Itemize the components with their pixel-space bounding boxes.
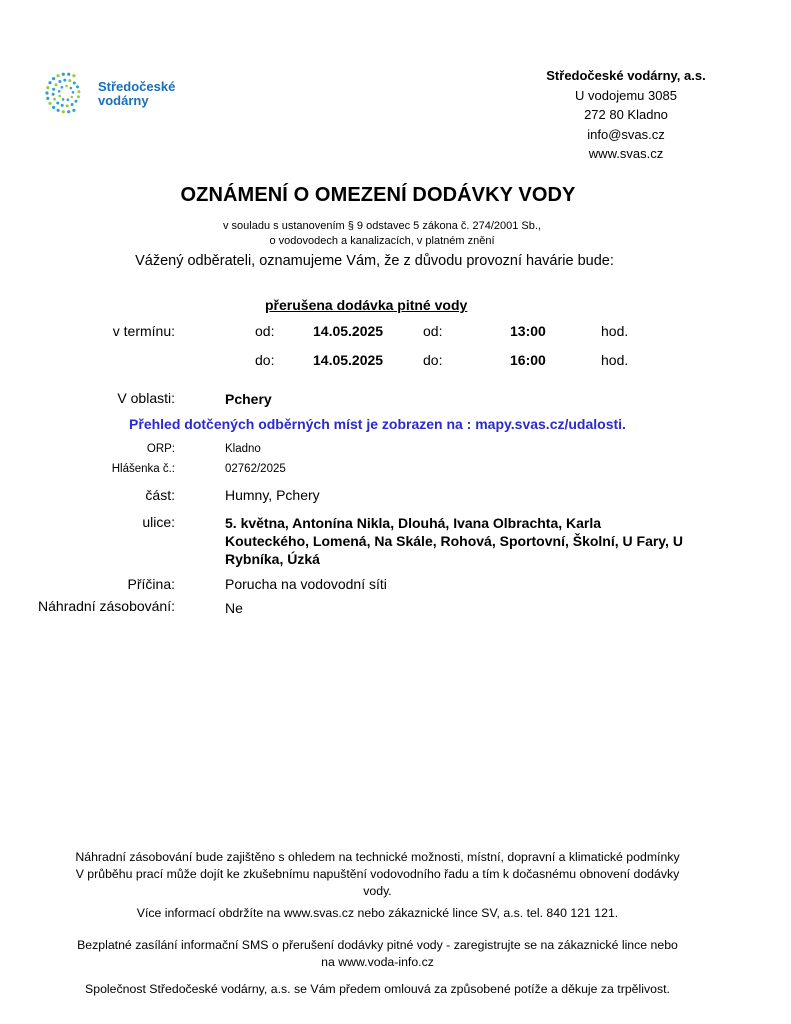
water-dots-logo-icon	[44, 70, 94, 116]
term-from-date: 14.05.2025	[313, 323, 384, 339]
footer-line: vody.	[363, 884, 392, 898]
footer-sms-note	[0, 937, 755, 971]
logo-dot	[48, 81, 51, 84]
cause-value: Porucha na vodovodní síti	[225, 576, 387, 592]
footer-apology: Společnost Středočeské vodárny, a.s. se Vám předem omlouvá za způsobené potíže a děkuje za trpělivost.	[85, 982, 670, 996]
footer-replacement-note	[0, 849, 755, 900]
logo-dot	[72, 109, 75, 112]
logo-dot	[46, 97, 49, 100]
logo-dot	[62, 73, 65, 76]
logo-dot	[66, 104, 69, 107]
page-title: OZNÁMENÍ O OMEZENÍ DODÁVKY VODY	[180, 184, 576, 206]
logo-dot	[52, 88, 55, 91]
logo-text-line2: vodárny	[98, 93, 149, 108]
logo-dot	[52, 77, 55, 80]
logo-dot	[63, 79, 66, 82]
logo-dot	[57, 109, 60, 112]
company-email[interactable]: info@svas.cz	[587, 126, 665, 142]
streets-label: ulice:	[142, 514, 175, 530]
company-city: 272 80 Kladno	[584, 107, 668, 122]
logo-dot	[67, 73, 70, 76]
part-label: část:	[145, 487, 175, 503]
logo-dot	[46, 86, 49, 89]
orp-value: Kladno	[225, 443, 261, 455]
replacement-label: Náhradní zásobování:	[38, 598, 175, 614]
term-to-time: 16:00	[510, 352, 546, 368]
law-reference	[0, 219, 764, 249]
logo-dot	[72, 91, 75, 94]
logo-dot	[62, 98, 65, 101]
footer-more-info: Více informací obdržíte na www.svas.cz nebo zákaznické lince SV, a.s. tel. 840 121 121.	[136, 906, 619, 920]
logo-dot	[77, 95, 80, 98]
logo-dot	[58, 95, 61, 98]
logo-dot	[67, 98, 70, 101]
intro-text: Vážený odběrateli, oznamujeme Vám, že z důvodu provozní havárie bude:	[135, 253, 614, 269]
logo-dot	[57, 74, 60, 77]
orp-label: ORP:	[146, 443, 175, 455]
law-line-2: o vodovodech a kanalizacích, v platném znění	[269, 235, 495, 247]
logo-dot	[65, 85, 68, 88]
logo-dot	[61, 104, 64, 107]
logo-dot	[77, 90, 80, 93]
footer-line: V průběhu prací může dojít ke zkušebnímu napuštění vodovodního řadu a tím k dočasnému obnovení dodávky	[75, 867, 680, 881]
area-value: Pchery	[225, 391, 272, 407]
logo-dot	[58, 90, 61, 93]
term-to-time-label: do:	[423, 352, 443, 368]
footer-line: Bezplatné zasílání informační SMS o přerušení dodávky pitné vody - zaregistrujte se na zákaznické lince nebo	[77, 938, 678, 952]
cause-label: Příčina:	[127, 576, 175, 592]
logo-dot	[58, 80, 61, 83]
logo-dot	[72, 74, 75, 77]
company-logo	[44, 70, 194, 116]
logo-dot	[52, 93, 55, 96]
logo-dot	[70, 87, 73, 90]
logo-text-line1: Středočeské	[98, 79, 176, 94]
logo-dot	[48, 102, 51, 105]
term-to-date-label: do:	[255, 352, 275, 368]
interruption-heading: přerušena dodávka pitné vody	[265, 297, 468, 313]
logo-dot	[75, 100, 78, 103]
term-to-unit: hod.	[601, 352, 629, 368]
company-street: U vodojemu 3085	[575, 87, 677, 103]
logo-dot	[45, 91, 48, 94]
streets-value: 5. května, Antonína Nikla, Dlouhá, Ivana Olbrachta, Karla Kouteckého, Lomená, Na Skále, Rohová, Sportovní, Školní, U Fary, U Rybníka, Úzká	[225, 515, 683, 567]
logo-dot	[56, 102, 59, 105]
company-address	[526, 66, 726, 164]
company-web[interactable]: www.svas.cz	[588, 146, 664, 161]
term-from-date-label: od:	[255, 323, 275, 339]
logo-dot	[61, 86, 64, 89]
footer-line: Náhradní zásobování bude zajištěno s ohledem na technické možnosti, místní, dopravní a klimatické podmínky	[75, 850, 680, 864]
law-line-1: v souladu s ustanovením § 9 odstavec 5 zákona č. 274/2001 Sb.,	[223, 220, 541, 232]
term-from-time: 13:00	[510, 323, 546, 339]
logo-dot	[71, 96, 74, 99]
part-value: Humny, Pchery	[225, 487, 320, 503]
logo-dot	[53, 98, 56, 101]
report-label: Hlášenka č.:	[111, 463, 175, 475]
logo-dot	[73, 82, 76, 85]
logo-dot	[68, 79, 71, 82]
area-label: V oblasti:	[117, 390, 175, 406]
logo-dot	[55, 83, 58, 86]
affected-places-map-link[interactable]: Přehled dotčených odběrných míst je zobrazen na : mapy.svas.cz/udalosti.	[129, 416, 626, 432]
footer-line: na www.voda-info.cz	[321, 955, 434, 969]
term-to-date: 14.05.2025	[313, 352, 384, 368]
logo-dot	[52, 106, 55, 109]
logo-dot	[67, 110, 70, 113]
logo-dot	[62, 110, 65, 113]
logo-dot	[76, 85, 79, 88]
term-from-unit: hod.	[601, 323, 629, 339]
logo-dot	[71, 103, 74, 106]
company-name: Středočeské vodárny, a.s.	[546, 68, 706, 83]
term-from-time-label: od:	[423, 323, 443, 339]
term-label: v termínu:	[112, 323, 175, 339]
report-value: 02762/2025	[225, 463, 286, 475]
replacement-value: Ne	[225, 600, 243, 616]
